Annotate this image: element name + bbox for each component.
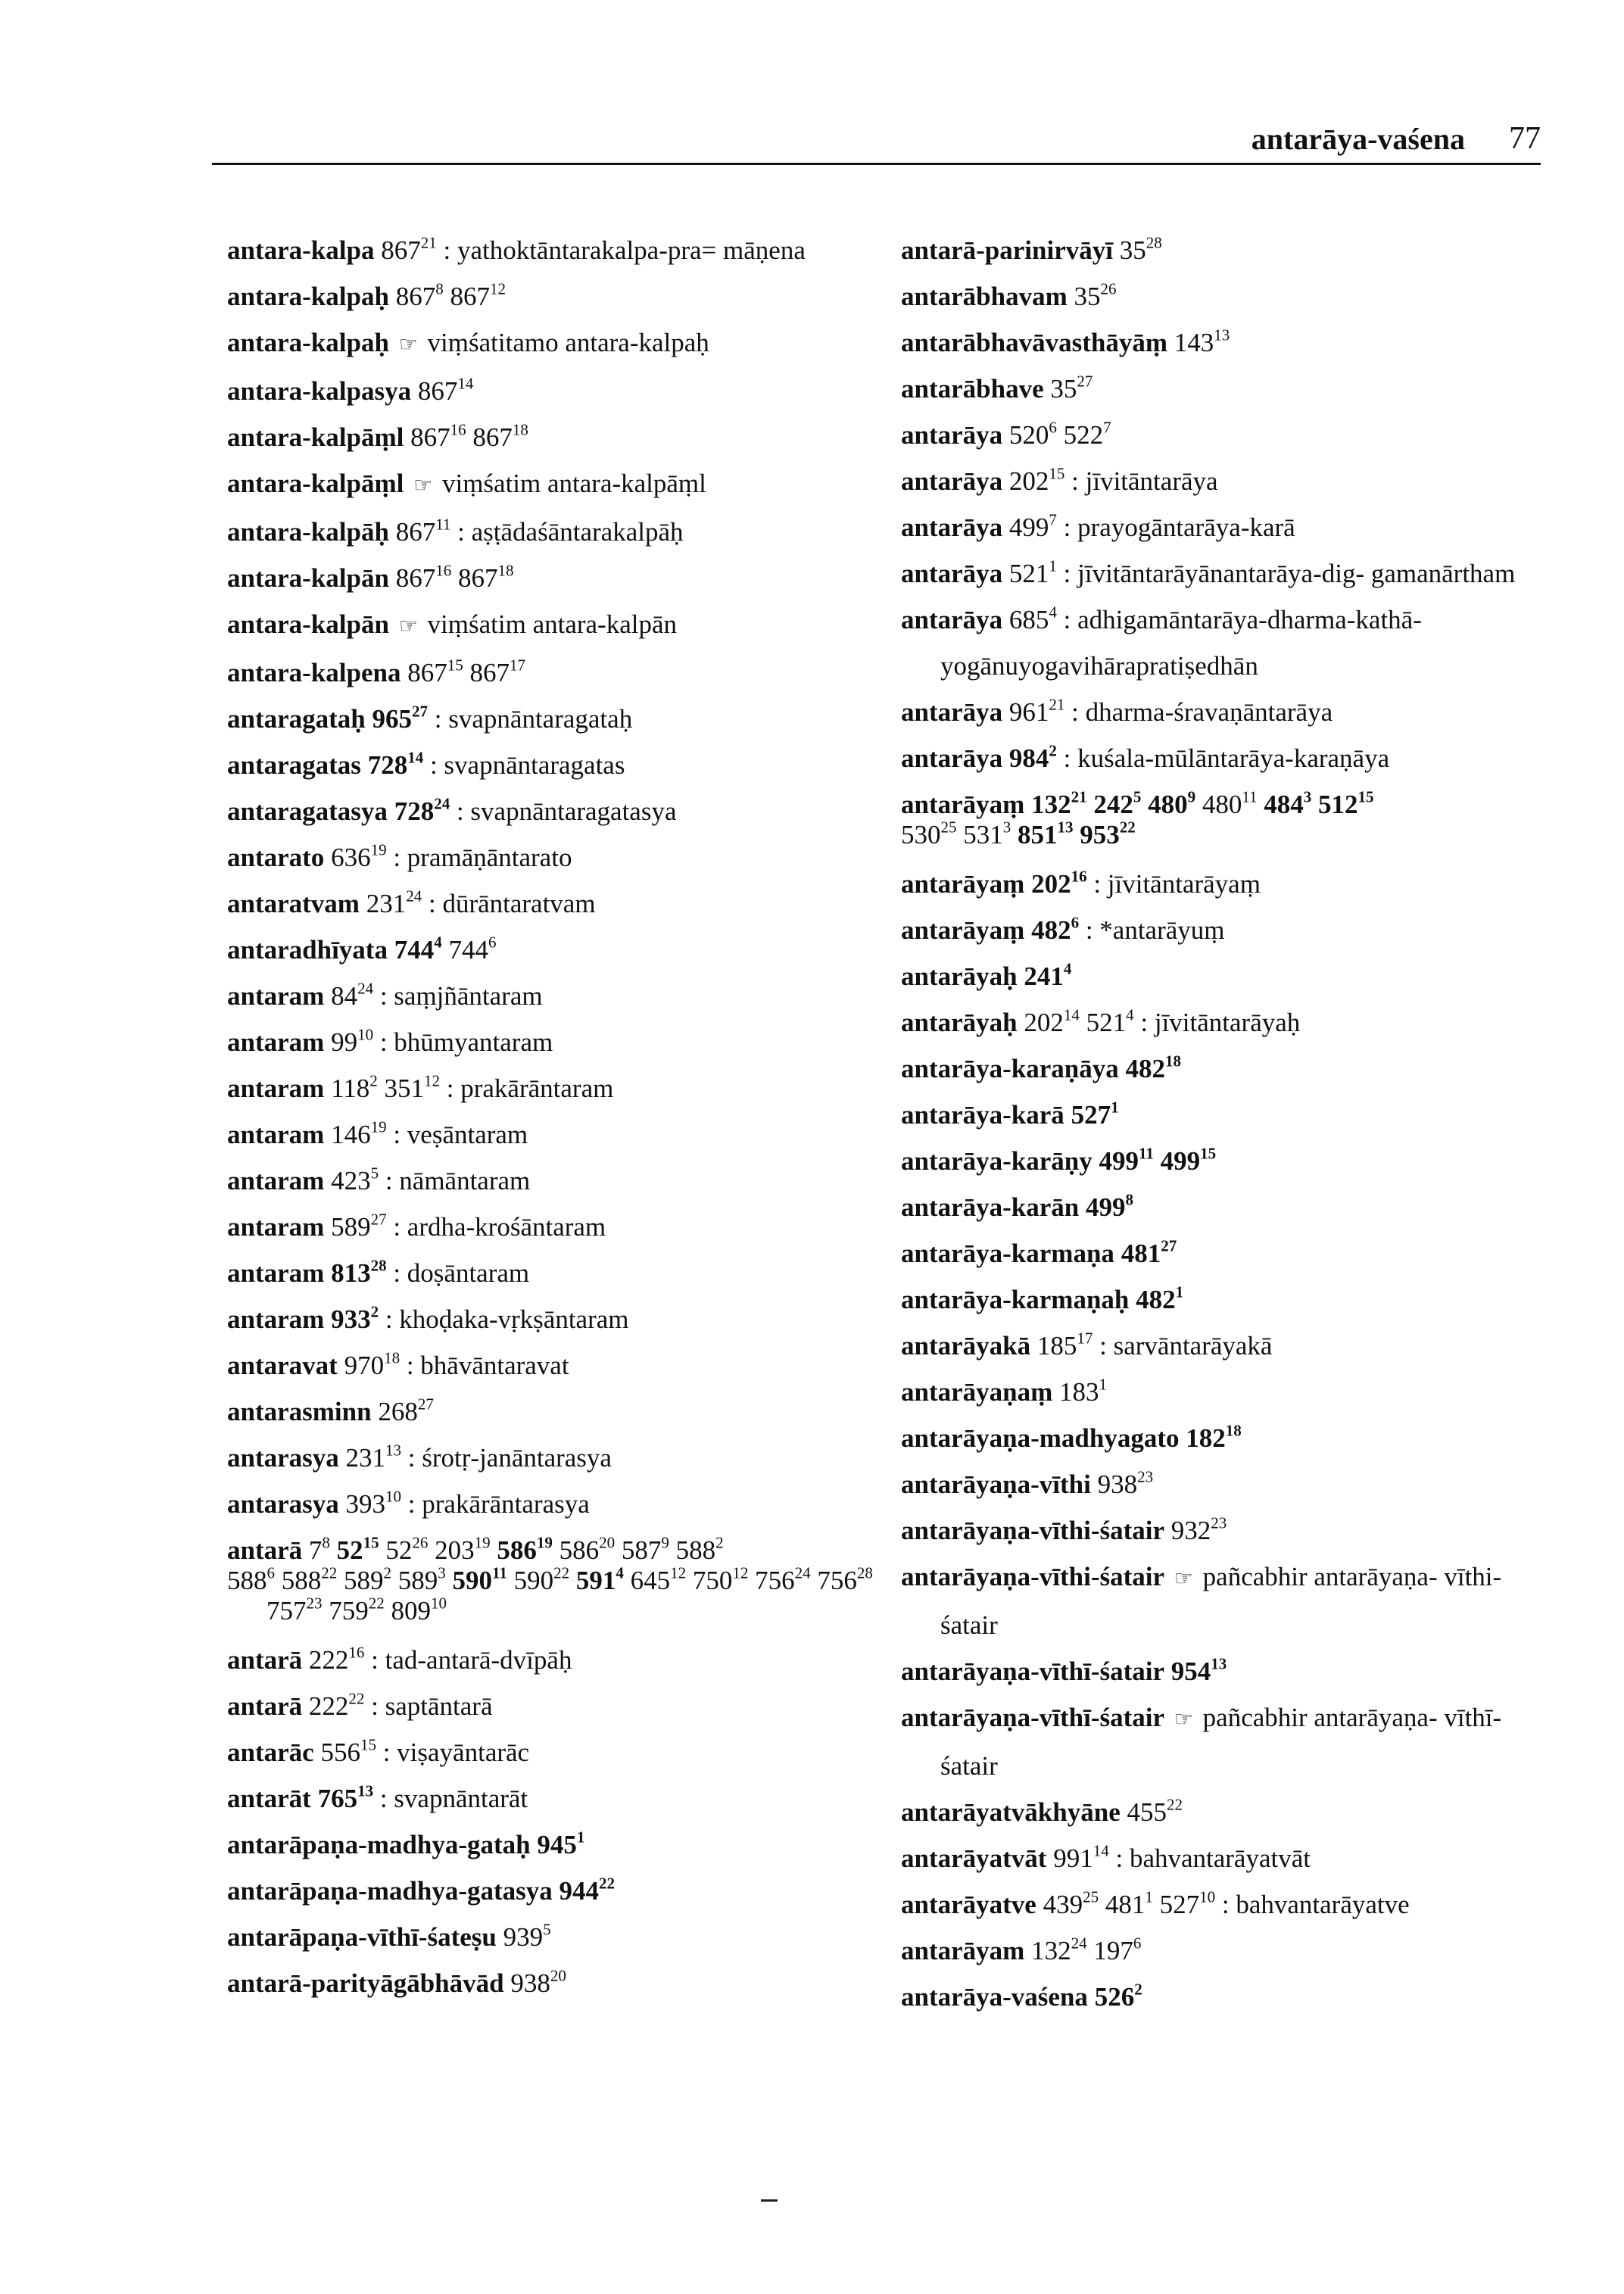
headword: antarāya: [901, 605, 1003, 634]
references: $222^{22}$ : saptāntarā: [308, 1689, 493, 1721]
references: $35^{27}$: [1050, 372, 1093, 404]
headword: antarāya-karmaṇa: [901, 1239, 1114, 1268]
headword: antarāyam: [901, 1936, 1025, 1965]
index-entry: [227, 973, 901, 1019]
headword: antarāyaṇa-vīthi-śatair: [901, 1516, 1165, 1545]
references: $867^{16}$ $867^{18}$: [395, 561, 514, 593]
index-entry: [901, 1184, 1545, 1230]
index-entry: [901, 1138, 1545, 1184]
headword: antarāyaṃ: [901, 915, 1025, 945]
index-entry: [227, 273, 901, 319]
headword: antarāya: [901, 697, 1003, 727]
references: $231^{24}$ : dūrāntaratvam: [366, 887, 596, 918]
references: $118^2$ $351^{12}$ : prakārāntaram: [331, 1071, 614, 1103]
index-entry: [227, 927, 901, 973]
left-column: [227, 227, 901, 2006]
index-entry: [227, 788, 901, 834]
headword: antarāya-karmaṇaḥ: [901, 1285, 1130, 1314]
references: $241^4$: [1024, 959, 1072, 991]
index-entry: [901, 1881, 1545, 1928]
headword: antaram: [227, 1027, 325, 1057]
headword: antara-kalpaḥ: [227, 282, 389, 311]
index-entry: [901, 1369, 1545, 1415]
references: $185^{17}$ : sarvāntarāyakā: [1036, 1329, 1273, 1361]
index-entry: [227, 1868, 901, 1914]
headword: antara-kalpaḥ: [227, 328, 389, 357]
headword: antarā: [227, 1535, 303, 1565]
headword: antarā-parityāgābhāvād: [227, 1968, 504, 1998]
index-entry: [227, 1204, 901, 1250]
headword: antarā: [227, 1691, 303, 1721]
headword: antarāya-karān: [901, 1192, 1080, 1222]
references: $954^{13}$: [1170, 1654, 1227, 1686]
index-entry: [901, 689, 1545, 735]
references: $482^1$: [1136, 1283, 1184, 1314]
headword: antarāyatve: [901, 1890, 1036, 1919]
references: $482^{18}$: [1125, 1052, 1182, 1083]
index-entry: [901, 597, 1545, 689]
index-entry: [901, 953, 1545, 999]
headword: antarasya: [227, 1443, 339, 1473]
index-entry: [901, 412, 1545, 458]
headword: antaram: [227, 1212, 325, 1242]
headword: antarāyaṃ: [901, 869, 1025, 899]
headword: antara-kalpān: [227, 563, 389, 593]
headword: antaravat: [227, 1351, 338, 1380]
index-entry: [901, 1461, 1545, 1507]
references: $439^{25}$ $481^1$ $527^{10}$ : bahvantarāyatve: [1043, 1887, 1410, 1919]
index-entry: [901, 735, 1545, 781]
references: $961^{21}$ : dharma-śravaṇāntarāya: [1008, 695, 1333, 727]
references: $932^{23}$: [1170, 1513, 1227, 1545]
headword: antara-kalpāḥ: [227, 517, 389, 547]
index-entry: [227, 1683, 901, 1729]
references: $728^{14}$ : svapnāntaragatas: [367, 748, 625, 780]
headword: antarāyatvākhyāne: [901, 1797, 1121, 1827]
index-entry: [227, 601, 901, 650]
index-entry: [901, 458, 1545, 504]
headword: antarāyaḥ: [901, 1008, 1018, 1037]
index-entry: [901, 227, 1545, 273]
references: $99^{10}$ : bhūmyantaram: [331, 1025, 553, 1057]
index-entry: [901, 1507, 1545, 1554]
references: $202^{15}$ : jīvitāntarāya: [1008, 464, 1218, 496]
references: $481^{27}$: [1121, 1236, 1177, 1268]
index-entry: [901, 1415, 1545, 1461]
index-entry: [901, 273, 1545, 319]
references: $455^{22}$: [1127, 1795, 1183, 1827]
references: $867^{11}$ : aṣṭādaśāntarakalpāḥ: [395, 515, 684, 547]
headword: antarāyaṇaṃ: [901, 1377, 1053, 1407]
headword: antara-kalpān: [227, 609, 389, 639]
index-entry: [227, 834, 901, 881]
index-entry: [227, 1389, 901, 1435]
references: $970^{18}$ : bhāvāntaravat: [344, 1348, 569, 1380]
references: $813^{28}$ : doṣāntaram: [331, 1256, 530, 1288]
references: $393^{10}$ : prakārāntarasya: [345, 1487, 590, 1519]
references: $183^1$: [1059, 1375, 1108, 1407]
headword: antaratvam: [227, 889, 360, 918]
references: $499^8$: [1086, 1190, 1134, 1222]
headword: antara-kalpāṃl: [227, 422, 404, 452]
headword: antarāyatvāt: [901, 1844, 1047, 1873]
headword: antarāyakā: [901, 1331, 1031, 1361]
index-entry: [227, 1481, 901, 1527]
references: $7^8$ $52^{15}$ $52^{26}$ $203^{19}$ $586^{19}$ $586^{20}$ $587^9$ $588^2$ $588^6$ $588^{22}$ $589^2$ $589^3$ $590^{11}$ $590^{22}$ $591^4$ $645^{12}$ $750^{12}$ $756^{24}$ $756^{28}$ $757^{23}$ $759^{22}$ $809^{10}$: [227, 1533, 873, 1625]
index-entry: [227, 742, 901, 788]
references: $146^{19}$ : veṣāntaram: [331, 1117, 528, 1149]
headword: antarāpaṇa-vīthī-śateṣu: [227, 1922, 497, 1952]
headword: antarāya-karaṇāya: [901, 1054, 1119, 1083]
references: $965^{27}$ : svapnāntaragataḥ: [372, 702, 633, 734]
headword: antarābhave: [901, 374, 1044, 404]
references: $589^{27}$ : ardha-krośāntaram: [331, 1210, 606, 1242]
index-entry: [901, 907, 1545, 953]
references: ☞ pañcabhir antarāyaṇa- vīthi-śatair: [940, 1562, 1502, 1640]
index-entry: [901, 1648, 1545, 1694]
references: $933^2$ : khoḍaka-vṛkṣāntaram: [331, 1302, 629, 1334]
index-entry: [901, 1230, 1545, 1276]
references: $143^{13}$: [1174, 326, 1230, 357]
references: ☞ viṃśatim antara-kalpāṃl: [413, 469, 706, 498]
headword: antarāya-karāṇy: [901, 1146, 1093, 1176]
headword: antarāpaṇa-madhya-gataḥ: [227, 1830, 531, 1859]
index-entry: [901, 550, 1545, 597]
headword: antarasya: [227, 1489, 339, 1519]
index-entry: [227, 1158, 901, 1204]
headword: antarāyaṇa-vīthi-śatair: [901, 1562, 1165, 1591]
headword: antarasminn: [227, 1397, 372, 1426]
references: $867^{21}$ : yathoktāntarakalpa-pra= māṇena: [381, 233, 806, 265]
headword: antarāya: [901, 743, 1003, 773]
index-entry: [227, 227, 901, 273]
references: $268^{27}$: [378, 1395, 434, 1426]
headword: antarāyaṇa-madhyagato: [901, 1423, 1180, 1453]
references: $556^{15}$ : viṣayāntarāc: [320, 1735, 530, 1767]
references: ☞ viṃśatitamo antara-kalpaḥ: [398, 328, 709, 357]
page-header: [212, 117, 1541, 165]
references: $231^{13}$ : śrotṛ-janāntarasya: [345, 1441, 612, 1473]
headword: antarābhavam: [901, 282, 1068, 311]
references: $938^{20}$: [510, 1966, 566, 1998]
references: $202^{16}$ : jīvitāntarāyaṃ: [1031, 867, 1261, 899]
headword: antarābhavāvasthāyāṃ: [901, 328, 1167, 357]
headword: antaram: [227, 981, 325, 1011]
references: $527^1$: [1071, 1098, 1119, 1130]
references: $132^{21}$ $242^5$ $480^9$ $480^{11}$ $484^3$ $512^{15}$ $530^{25}$ $531^3$ $851^{13}$ $953^{22}$: [901, 787, 1374, 849]
index-entry: [901, 781, 1545, 861]
index-entry: [227, 319, 901, 368]
headword: antarāt: [227, 1784, 311, 1813]
references: $521^1$ : jīvitāntarāyānantarāya-dig- gamanārtham: [1008, 556, 1516, 588]
index-entry: [227, 1019, 901, 1065]
references: $499^7$ : prayogāntarāya-karā: [1008, 510, 1295, 542]
index-entry: [901, 1046, 1545, 1092]
headword: antaragatasya: [227, 796, 388, 826]
references: $202^{14}$ $521^4$ : jīvitāntarāyaḥ: [1024, 1005, 1301, 1037]
index-entry: [901, 1092, 1545, 1138]
references: $526^2$: [1094, 1980, 1142, 2012]
references: $520^6$ $522^7$: [1008, 418, 1111, 450]
running-head: antarāya-vaśena: [1251, 122, 1465, 156]
index-entry: [901, 861, 1545, 907]
headword: antarato: [227, 843, 325, 872]
index-entry: [901, 1694, 1545, 1789]
index-entry: [227, 368, 901, 414]
headword: antarāya: [901, 513, 1003, 542]
index-entry: [901, 999, 1545, 1046]
index-entry: [227, 1729, 901, 1775]
right-column: [901, 227, 1545, 2020]
index-entry: [901, 366, 1545, 412]
index-entry: [227, 650, 901, 696]
references: ☞ pañcabhir antarāyaṇa- vīthī-śatair: [940, 1703, 1502, 1781]
headword: antaram: [227, 1074, 325, 1103]
headword: antarāyaṇa-vīthi: [901, 1470, 1091, 1499]
index-entry: [227, 509, 901, 555]
headword: antaram: [227, 1304, 325, 1334]
references: $744^4$ $744^6$: [394, 933, 497, 965]
headword: antaram: [227, 1120, 325, 1149]
references: $84^{24}$ : saṃjñāntaram: [331, 979, 543, 1011]
headword: antarāyaḥ: [901, 962, 1018, 991]
headword: antarāc: [227, 1738, 314, 1767]
page-number: 77: [1509, 121, 1541, 156]
index-entry: [227, 1775, 901, 1822]
references: $867^{15}$ $867^{17}$: [407, 656, 525, 687]
references: $35^{26}$: [1074, 279, 1117, 311]
references: $423^5$ : nāmāntaram: [331, 1164, 531, 1195]
index-entry: [227, 555, 901, 601]
index-entry: [901, 1835, 1545, 1881]
index-entry: [901, 1323, 1545, 1369]
index-entry: [227, 1065, 901, 1111]
headword: antarāpaṇa-madhya-gatasya: [227, 1876, 553, 1906]
headword: antarāya: [901, 420, 1003, 450]
headword: antarāyaṇa-vīthī-śatair: [901, 1703, 1165, 1732]
index-entry: [227, 1342, 901, 1389]
index-entry: [227, 1914, 901, 1960]
headword: antarāyaṃ: [901, 790, 1025, 819]
headword: antaram: [227, 1258, 325, 1288]
references: $132^{24}$ $197^6$: [1031, 1934, 1142, 1965]
headword: antarāya: [901, 466, 1003, 496]
index-entry: [227, 1527, 901, 1637]
references: $728^{24}$ : svapnāntaragatasya: [394, 794, 677, 826]
index-entry: [227, 460, 901, 509]
references: $867^{14}$: [417, 374, 474, 406]
references: $222^{16}$ : tad-antarā-dvīpāḥ: [308, 1643, 572, 1675]
headword: antarā-parinirvāyī: [901, 235, 1113, 265]
index-entry: [227, 414, 901, 460]
references: ☞ viṃśatim antara-kalpān: [398, 609, 678, 639]
index-entry: [901, 504, 1545, 550]
index-entry: [227, 1435, 901, 1481]
headword: antarāya-karā: [901, 1100, 1064, 1130]
references: $499^{11}$ $499^{15}$: [1099, 1144, 1217, 1176]
index-entry: [227, 1822, 901, 1868]
index-entry: [227, 1960, 901, 2006]
headword: antara-kalpena: [227, 658, 401, 687]
references: $636^{19}$ : pramāṇāntarato: [331, 840, 572, 872]
headword: antarā: [227, 1645, 303, 1675]
headword: antarāya-vaśena: [901, 1982, 1088, 2012]
references: $938^{23}$: [1097, 1467, 1154, 1499]
headword: antaragataḥ: [227, 704, 366, 734]
index-entry: [227, 696, 901, 742]
index-entry: [901, 1554, 1545, 1648]
index-entry: [227, 881, 901, 927]
references: $35^{28}$: [1119, 233, 1162, 265]
headword: antaragatas: [227, 750, 361, 780]
index-entry: [227, 1250, 901, 1296]
index-entry: [901, 319, 1545, 366]
index-entry: [227, 1111, 901, 1158]
references: $482^6$ : *antarāyuṃ: [1031, 913, 1225, 945]
headword: antara-kalpa: [227, 235, 375, 265]
index-entry: [901, 1974, 1545, 2020]
index-entry: [901, 1928, 1545, 1974]
references: $945^1$: [537, 1828, 585, 1859]
references: $867^{16}$ $867^{18}$: [410, 420, 528, 452]
index-entry: [901, 1276, 1545, 1323]
references: $765^{13}$ : svapnāntarāt: [317, 1781, 528, 1813]
references: $991^{14}$ : bahvantarāyatvāt: [1053, 1841, 1311, 1873]
headword: antara-kalpāṃl: [227, 469, 404, 498]
headword: antaram: [227, 1166, 325, 1195]
headword: antara-kalpasya: [227, 376, 412, 406]
references: $685^4$ : adhigamāntarāya-dharma-kathā- yogānuyogavihārapratiṣedhān: [940, 603, 1422, 681]
headword: antarāya: [901, 559, 1003, 588]
references: $984^2$ : kuśala-mūlāntarāya-karaṇāya: [1008, 741, 1390, 773]
references: $944^{22}$: [559, 1874, 616, 1906]
headword: antarāyaṇa-vīthī-śatair: [901, 1657, 1165, 1686]
page-mark: [761, 2199, 778, 2202]
index-entry: [227, 1637, 901, 1683]
index-entry: [227, 1296, 901, 1342]
references: $939^5$: [503, 1920, 551, 1952]
references: $867^8$ $867^{12}$: [395, 279, 506, 311]
references: $182^{18}$: [1186, 1421, 1242, 1453]
index-entry: [901, 1789, 1545, 1835]
headword: antaradhīyata: [227, 935, 388, 965]
